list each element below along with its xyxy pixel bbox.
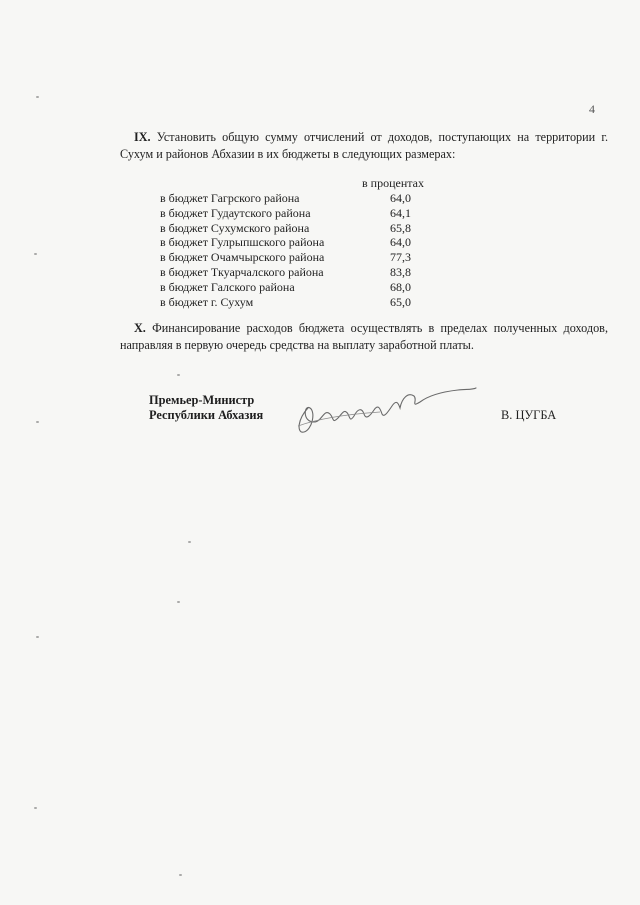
table-row [160, 235, 420, 250]
table-header-percent: в процентах [362, 176, 424, 190]
row-label: в бюджет Гулрыпшского района [160, 235, 325, 250]
table-row [160, 280, 420, 295]
row-value: 65,0 [390, 294, 411, 309]
row-value: 64,0 [390, 191, 411, 205]
row-value: 68,0 [390, 279, 411, 294]
page-number: 4 [589, 102, 595, 116]
section-x-paragraph [120, 320, 608, 354]
signatory-name: В. ЦУГБА [501, 408, 557, 422]
row-label: в бюджет Сухумского района [160, 220, 310, 235]
table-row [160, 206, 420, 221]
section-ix-numeral: IX. [134, 130, 151, 144]
row-value: 64,1 [390, 205, 411, 220]
row-label: в бюджет Гагрского района [160, 191, 300, 205]
handwritten-signature [290, 378, 480, 440]
row-label: в бюджет г. Сухум [160, 294, 254, 309]
section-x-text: Финансирование расходов бюджета осуществлять в пределах полученных доходов, направляя в первую очередь средства на выплату заработной платы. [120, 321, 608, 352]
signatory-title-line2: Республики Абхазия [149, 408, 264, 422]
row-label: в бюджет Галского района [160, 279, 295, 294]
section-ix-paragraph [120, 129, 608, 163]
signatory-title [149, 393, 263, 423]
table-row [160, 295, 420, 310]
section-x-numeral: X. [134, 321, 146, 335]
row-label: в бюджет Ткуарчалского района [160, 264, 324, 279]
section-ix-text: Установить общую сумму отчислений от доходов, поступающих на территории г. Сухум и районов Абхазии в их бюджеты в следующих размерах: [120, 130, 608, 161]
row-value: 77,3 [390, 250, 411, 265]
row-label: в бюджет Гудаутского района [160, 205, 311, 220]
allocation-table [160, 191, 420, 309]
row-value: 64,0 [390, 235, 411, 250]
row-label: в бюджет Очамчырского района [160, 250, 325, 265]
row-value: 83,8 [390, 264, 411, 279]
table-row [160, 265, 420, 280]
row-value: 65,8 [390, 220, 411, 235]
table-row [160, 221, 420, 236]
table-row [160, 250, 420, 265]
signatory-title-line1: Премьер-Министр [149, 393, 255, 407]
table-row [160, 191, 420, 206]
